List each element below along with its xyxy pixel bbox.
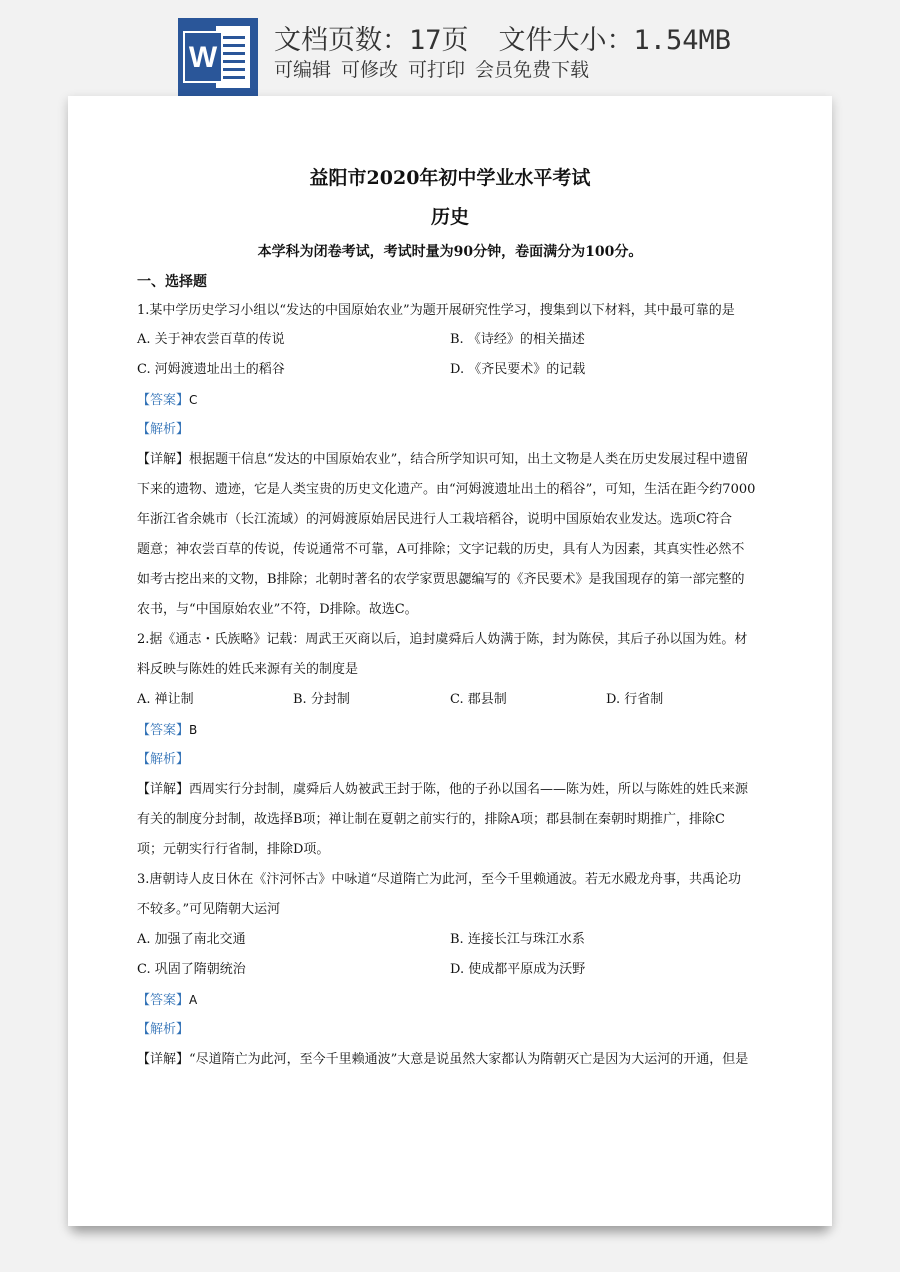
exam-note: 本学科为闭卷考试，考试时量为90分钟，卷面满分为100分。 bbox=[257, 244, 643, 260]
question-1-option-a: A. 关于神农尝百草的传说 bbox=[137, 332, 285, 347]
question-3-stem: 不较多。”可见隋朝大运河 bbox=[137, 902, 281, 917]
word-document-icon bbox=[178, 18, 258, 96]
feature-list bbox=[274, 55, 599, 82]
subject-title: 历史 bbox=[430, 206, 469, 228]
answer-tag: 【答案】 bbox=[137, 993, 190, 1008]
question-1-detail-line: 如考古挖出来的文物，B排除；北朝时著名的农学家贾思勰编写的《齐民要术》是我国现存的第一部完整的 bbox=[137, 572, 745, 587]
question-1-option-c: C. 河姆渡遗址出土的稻谷 bbox=[137, 362, 285, 377]
document-page bbox=[68, 96, 832, 1226]
question-1-detail-line: 年浙江省余姚市（长江流域）的河姆渡原始居民进行人工栽培稻谷，说明中国原始农业发达。选项C符合 bbox=[137, 512, 732, 527]
question-1-answer bbox=[137, 390, 197, 411]
question-3-detail-line: 【详解】“尽道隋亡为此河，至今千里赖通波”大意是说虽然大家都认为隋朝灭亡是因为大运河的开通，但是 bbox=[137, 1052, 749, 1067]
question-1-stem: 1.某中学历史学习小组以“发达的中国原始农业”为题开展研究性学习，搜集到以下材料，其中最可靠的是 bbox=[137, 303, 735, 318]
answer-value: C bbox=[189, 393, 198, 407]
question-1-option-b: B. 《诗经》的相关描述 bbox=[450, 332, 585, 347]
page-count: 文档页数：17页 bbox=[274, 25, 469, 56]
question-1-option-d: D. 《齐民要术》的记载 bbox=[450, 362, 586, 377]
answer-value: B bbox=[189, 723, 198, 737]
question-1-detail-line: 题意；神农尝百草的传说，传说通常不可靠，A可排除；文字记载的历史，具有人为因素，其真实性必然不 bbox=[137, 542, 745, 557]
question-1-detail-line: 【详解】根据题干信息“发达的中国原始农业”，结合所学知识可知，出土文物是人类在历史发展过程中遗留 bbox=[137, 452, 749, 467]
page-title: 益阳市2020年初中学业水平考试 bbox=[309, 167, 591, 189]
question-3-stem: 3.唐朝诗人皮日休在《汴河怀古》中咏道“尽道隋亡为此河，至今千里赖通波。若无水殿龙舟事，共禹论功 bbox=[137, 872, 742, 887]
question-1-detail-line: 下来的遗物、遗迹，它是人类宝贵的历史文化遗产。由“河姆渡遗址出土的稻谷”，可知，生活在距今约7000 bbox=[137, 482, 756, 497]
question-3-option-d: D. 使成都平原成为沃野 bbox=[450, 962, 586, 977]
question-3-option-b: B. 连接长江与珠江水系 bbox=[450, 932, 585, 947]
feature-printable: 可打印 bbox=[408, 59, 466, 81]
answer-value: A bbox=[189, 993, 198, 1007]
answer-tag: 【答案】 bbox=[137, 393, 190, 408]
question-1-analysis-tag: 【解析】 bbox=[137, 422, 190, 437]
answer-tag: 【答案】 bbox=[137, 723, 190, 738]
question-3-answer bbox=[137, 990, 197, 1011]
question-2-option-d: D. 行省制 bbox=[606, 692, 664, 707]
section-heading: 一、选择题 bbox=[137, 274, 207, 290]
question-3-option-c: C. 巩固了隋朝统治 bbox=[137, 962, 246, 977]
question-1-detail-line: 农书，与“中国原始农业”不符，D排除。故选C。 bbox=[137, 602, 418, 617]
question-2-stem: 料反映与陈姓的姓氏来源有关的制度是 bbox=[137, 662, 359, 677]
question-2-answer bbox=[137, 720, 197, 741]
feature-modifiable: 可修改 bbox=[341, 59, 399, 81]
question-2-stem: 2.据《通志・氏族略》记载：周武王灭商以后，追封虞舜后人妫满于陈，封为陈侯，其后子孙以国为姓。材 bbox=[137, 632, 748, 647]
question-2-option-c: C. 郡县制 bbox=[450, 692, 507, 707]
question-2-detail-line: 项；元朝实行行省制，排除D项。 bbox=[137, 842, 330, 857]
question-3-option-a: A. 加强了南北交通 bbox=[137, 932, 246, 947]
download-banner bbox=[0, 0, 900, 96]
feature-free-download: 会员免费下载 bbox=[475, 59, 590, 81]
question-2-detail-line: 【详解】西周实行分封制，虞舜后人妫被武王封于陈，他的子孙以国名——陈为姓，所以与陈姓的姓氏来源 bbox=[137, 782, 749, 797]
question-2-analysis-tag: 【解析】 bbox=[137, 752, 190, 767]
file-info bbox=[274, 18, 761, 57]
svg-text:W: W bbox=[188, 41, 218, 74]
question-2-detail-line: 有关的制度分封制，故选择B项；禅让制在夏朝之前实行的，排除A项；郡县制在秦朝时期推广，排除C bbox=[137, 812, 725, 827]
file-size: 文件大小：1.54MB bbox=[498, 25, 732, 56]
feature-editable: 可编辑 bbox=[274, 59, 332, 81]
question-2-option-b: B. 分封制 bbox=[293, 692, 350, 707]
question-3-analysis-tag: 【解析】 bbox=[137, 1022, 190, 1037]
question-2-option-a: A. 禅让制 bbox=[137, 692, 194, 707]
